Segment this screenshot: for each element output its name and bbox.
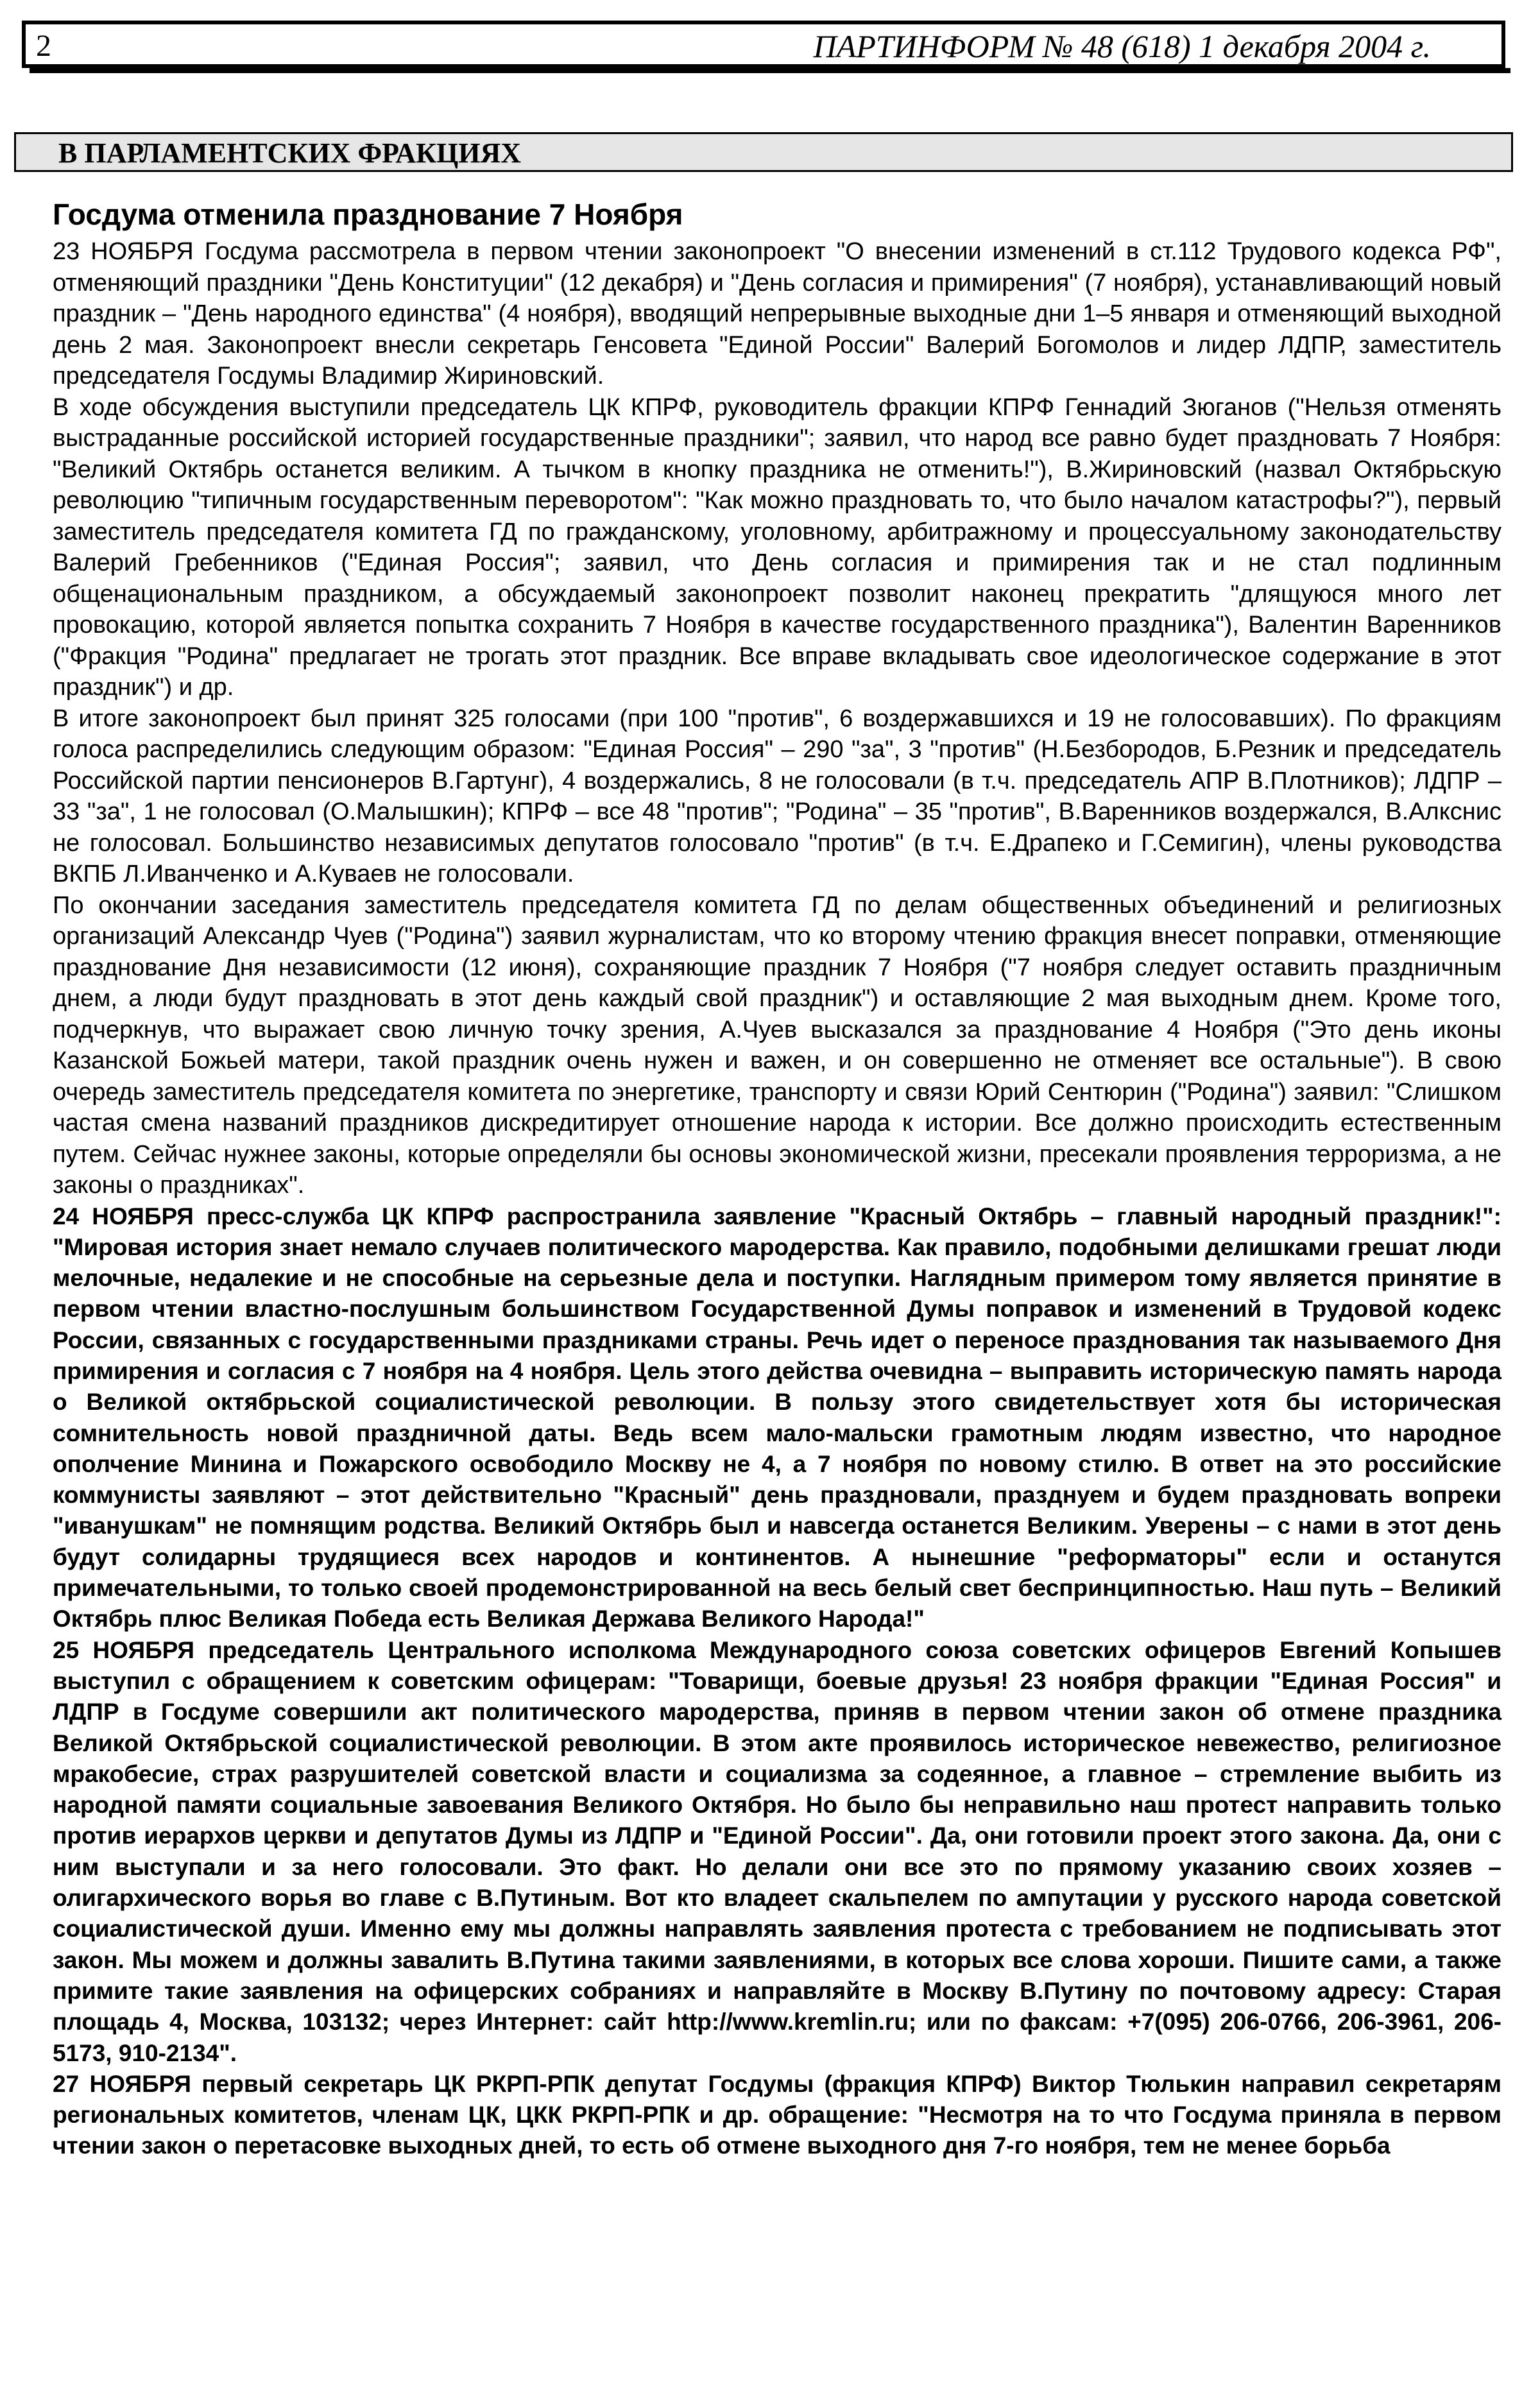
article-paragraph: 23 НОЯБРЯ Госдума рассмотрела в первом чтении законопроект "О внесении изменений в ст.112 Трудового кодекса РФ", отменяющий праздники "День Конституции" (12 декабря) и "День согласия и примирения" (7 ноября), устанавливающий новый праздник – "День народного единства" (4 ноября), вводящий непрерывные выходные дни 1–5 января и отменяющий выходной день 2 мая. Законопроект внесли секретарь Генсовета "Единой России" Валерий Богомолов и лидер ЛДПР, заместитель председателя Госдумы Владимир Жириновский.: [53, 238, 1502, 390]
page-number: 2: [36, 29, 51, 63]
article-paragraph-bold: 27 НОЯБРЯ первый секретарь ЦК РКРП-РПК депутат Госдумы (фракция КПРФ) Виктор Тюлькин направил секретарям региональных комитетов, членам ЦК, ЦКК РКРП-РПК и др. обращение: "Несмотря на то что Госдума приняла в первом чтении закон о перетасовке выходных дней, то есть об отмене выходного дня 7-го ноября, тем не менее борьба: [53, 2070, 1502, 2159]
issue-info: ПАРТИНФОРМ № 48 (618) 1 декабря 2004 г.: [813, 28, 1431, 64]
section-title: В ПАРЛАМЕНТСКИХ ФРАКЦИЯХ: [58, 137, 522, 169]
article-paragraph: По окончании заседания заместитель председателя комитета ГД по делам общественных объединений и религиозных организаций Александр Чуев ("Родина") заявил журналистам, что ко второму чтению фракция внесет поправки, отменяющие празднование Дня независимости (12 июня), сохраняющие праздник 7 Ноября ("7 ноября следует оставить праздничным днем, а люди будут праздновать в этот день каждый свой праздник") и оставляющие 2 мая выходным днем. Кроме того, подчеркнув, что выражает свою личную точку зрения, А.Чуев высказался за празднование 4 Ноября ("Это день иконы Казанской Божьей матери, такой праздник очень нужен и важен, и он совершенно не отменяет все остальные"). В свою очередь заместитель председателя комитета по энергетике, транспорту и связи Юрий Сентюрин ("Родина") заявил: "Слишком частая смена названий праздников дискредитирует отношение народа к истории. Все должно происходить естественным путем. Сейчас нужнее законы, которые определяли бы основы экономической жизни, пресекали проявления терроризма, а не законы о праздниках".: [53, 891, 1502, 1199]
article-paragraph: В ходе обсуждения выступили председатель ЦК КПРФ, руководитель фракции КПРФ Геннадий Зюганов ("Нельзя отменять выстраданные российской историей государственные праздники"; заявил, что народ все равно будет праздновать 7 Ноября: "Великий Октябрь останется великим. А тычком в кнопку праздника не отменить!"), В.Жириновский (назвал Октябрьскую революцию "типичным государственным переворотом": "Как можно праздновать то, что было началом катастрофы?"), первый заместитель председателя комитета ГД по гражданскому, уголовному, арбитражному и процессуальному законодательству Валерий Гребенников ("Единая Россия"; заявил, что День согласия и примирения так и не стал подлинным общенациональным праздником, а обсуждаемый законопроект позволит наконец прекратить "длящуюся много лет провокацию, которой является попытка сохранить 7 Ноября в качестве государственного праздника"), Валентин Варенников ("Фракция "Родина" предлагает не трогать этот праздник. Все вправе вкладывать свое идеологическое содержание в этот праздник") и др.: [53, 393, 1502, 701]
article: [53, 196, 1502, 2162]
page-header: [22, 21, 1505, 68]
article-paragraph-bold: 24 НОЯБРЯ пресс-служба ЦК КПРФ распространила заявление "Красный Октябрь – главный народный праздник!": "Мировая история знает немало случаев политического мародерства. Как правило, подобными делишками грешат люди мелочные, недалекие и не способные на серьезные дела и поступки. Наглядным примером тому является принятие в первом чтении властно-послушным большинством Государственной Думы поправок и изменений в Трудовой кодекс России, связанных с государственными праздниками страны. Речь идет о переносе празднования так называемого Дня примирения и согласия с 7 ноября на 4 ноября. Цель этого действа очевидна – выправить историческую память народа о Великой октябрьской социалистической революции. В пользу этого свидетельствует хотя бы историческая сомнительность новой праздничной даты. Ведь всем мало-мальски грамотным людям известно, что народное ополчение Минина и Пожарского освободило Москву не 4, а 7 ноября по новому стилю. В ответ на это российские коммунисты заявляют – этот действительно "Красный" день праздновали, празднуем и будем праздновать вопреки "иванушкам" не помнящим родства. Великий Октябрь был и навсегда останется Великим. Уверены – с нами в этот день будут солидарны трудящиеся всех народов и континентов. А нынешние "реформаторы" если и останутся примечательными, то только своей продемонстрированной на весь белый свет беспринципностью. Наш путь – Великий Октябрь плюс Великая Победа есть Великая Держава Великого Народа!": [53, 1203, 1502, 1632]
article-paragraph: В итоге законопроект был принят 325 голосами (при 100 "против", 6 воздержавшихся и 19 не голосовавших). По фракциям голоса распределились следующим образом: "Единая Россия" – 290 "за", 3 "против" (Н.Безбородов, Б.Резник и председатель Российской партии пенсионеров В.Гартунг), 4 воздержались, 8 не голосовали (в т.ч. председатель АПР В.Плотников); ЛДПР – 33 "за", 1 не голосовал (О.Малышкин); КПРФ – все 48 "против"; "Родина" – 35 "против", В.Варенников воздержался, В.Алкснис не голосовал. Большинство независимых депутатов голосовало "против" (в т.ч. Е.Драпеко и Г.Семигин), члены руководства ВКПБ Л.Иванченко и А.Куваев не голосовали.: [53, 705, 1502, 887]
article-title: Госдума отменила празднование 7 Ноября: [53, 198, 683, 231]
article-paragraph-bold: 25 НОЯБРЯ председатель Центрального исполкома Международного союза советских офицеров Евгений Копышев выступил с обращением к советским офицерам: "Товарищи, боевые друзья! 23 ноября фракции "Единая Россия" и ЛДПР в Госдуме совершили акт политического мародерства, приняв в первом чтении закон об отмене праздника Великой Октябрьской социалистической революции. В этом акте проявилось историческое невежество, религиозное мракобесие, страх разрушителей советской власти и социализма за содеянное, а главное – стремление выбить из народной памяти социальные завоевания Великого Октября. Но было бы неправильно наш протест направить только против иерархов церкви и депутатов Думы из ЛДПР и "Единой России". Да, они готовили проект этого закона. Да, они с ним выступали и за него голосовали. Это факт. Но делали они все это по прямому указанию своих хозяев – олигархического ворья во главе с В.Путиным. Вот кто владеет скальпелем по ампутации у русского народа советской социалистической души. Именно ему мы должны направлять заявления протеста с требованием не подписывать этот закон. Мы можем и должны завалить В.Путина такими заявлениями, в которых все слова хороши. Пишите сами, а также примите такие заявления на офицерских собраниях и направляйте в Москву В.Путину по почтовому адресу: Старая площадь 4, Москва, 103132; через Интернет: сайт http://www.kremlin.ru; или по факсам: +7(095) 206-0766, 206-3961, 206-5173, 910-2134".: [53, 1636, 1502, 2066]
section-header: [14, 132, 1513, 172]
